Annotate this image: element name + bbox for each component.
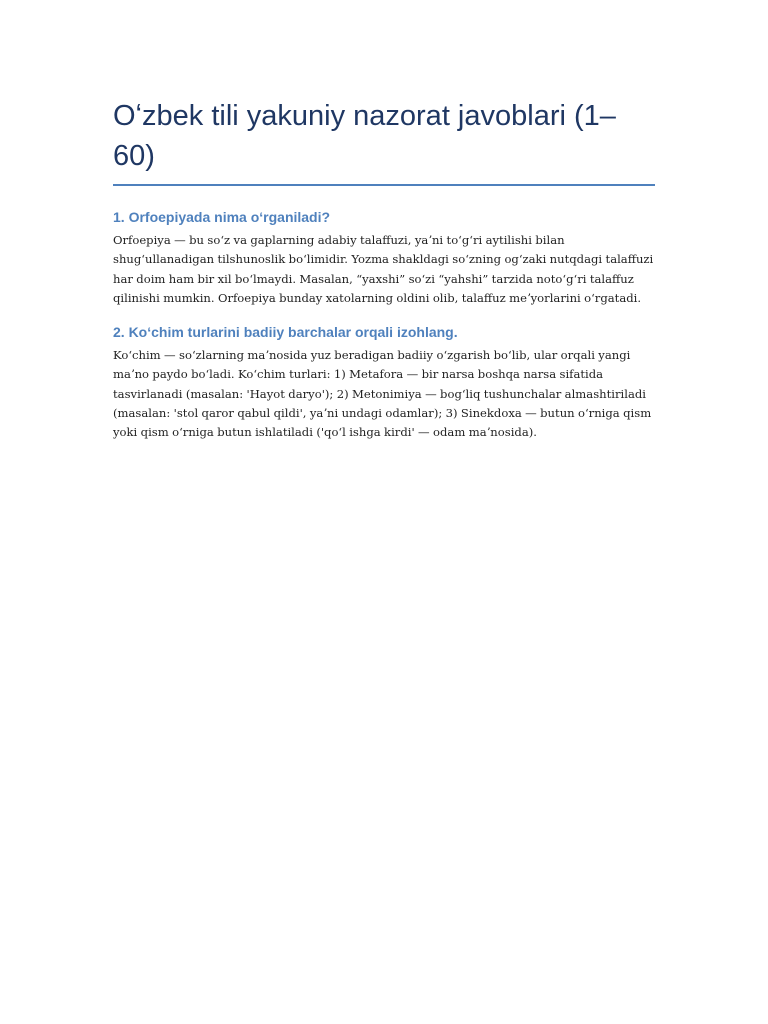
document-title: Oʻzbek tili yakuniy nazorat javoblari (1–60) — [113, 96, 655, 186]
answer-text: Orfoepiya — bu soʻz va gaplarning adabiy talaffuzi, yaʼni toʻgʻri aytilishi bilan shugʻullanadigan tilshunoslik boʻlimidir. Yozma shakldagi soʻzning ogʻzaki nutqdagi talaffuzi har doim ham bir xil boʻlmaydi. Masalan, “yaxshi” soʻzi “yahshi” tarzida notoʻgʻri talaffuz qilinishi mumkin. Orfoepiya bunday xatolarning oldini olib, talaffuz meʼyorlarini oʻrgatadi. — [113, 233, 654, 305]
document-page — [113, 96, 655, 443]
question-section-2 — [113, 322, 655, 442]
answer-text: Koʻchim — soʻzlarning maʼnosida yuz beradigan badiiy oʻzgarish boʻlib, ular orqali yangi maʼno paydo boʻladi. Koʻchim turlari: 1) Metafora — bir narsa boshqa narsa sifatida tasvirlanadi (masalan: 'Hayot daryo'); 2) Metonimiya — bogʻliq tushunchalar almashtiriladi (masalan: 'stol qaror qabul qildi', yaʼni undagi odamlar); 3) Sinekdoxa — butun oʻrniga qism yoki qism oʻrniga butun ishlatiladi ('qoʻl ishga kirdi' — odam maʼnosida). — [113, 348, 652, 440]
question-heading: 1. Orfoepiyada nima oʻrganiladi? — [113, 209, 331, 225]
question-section-1 — [113, 207, 655, 308]
question-heading: 2. Koʻchim turlarini badiiy barchalar orqali izohlang. — [113, 324, 458, 341]
